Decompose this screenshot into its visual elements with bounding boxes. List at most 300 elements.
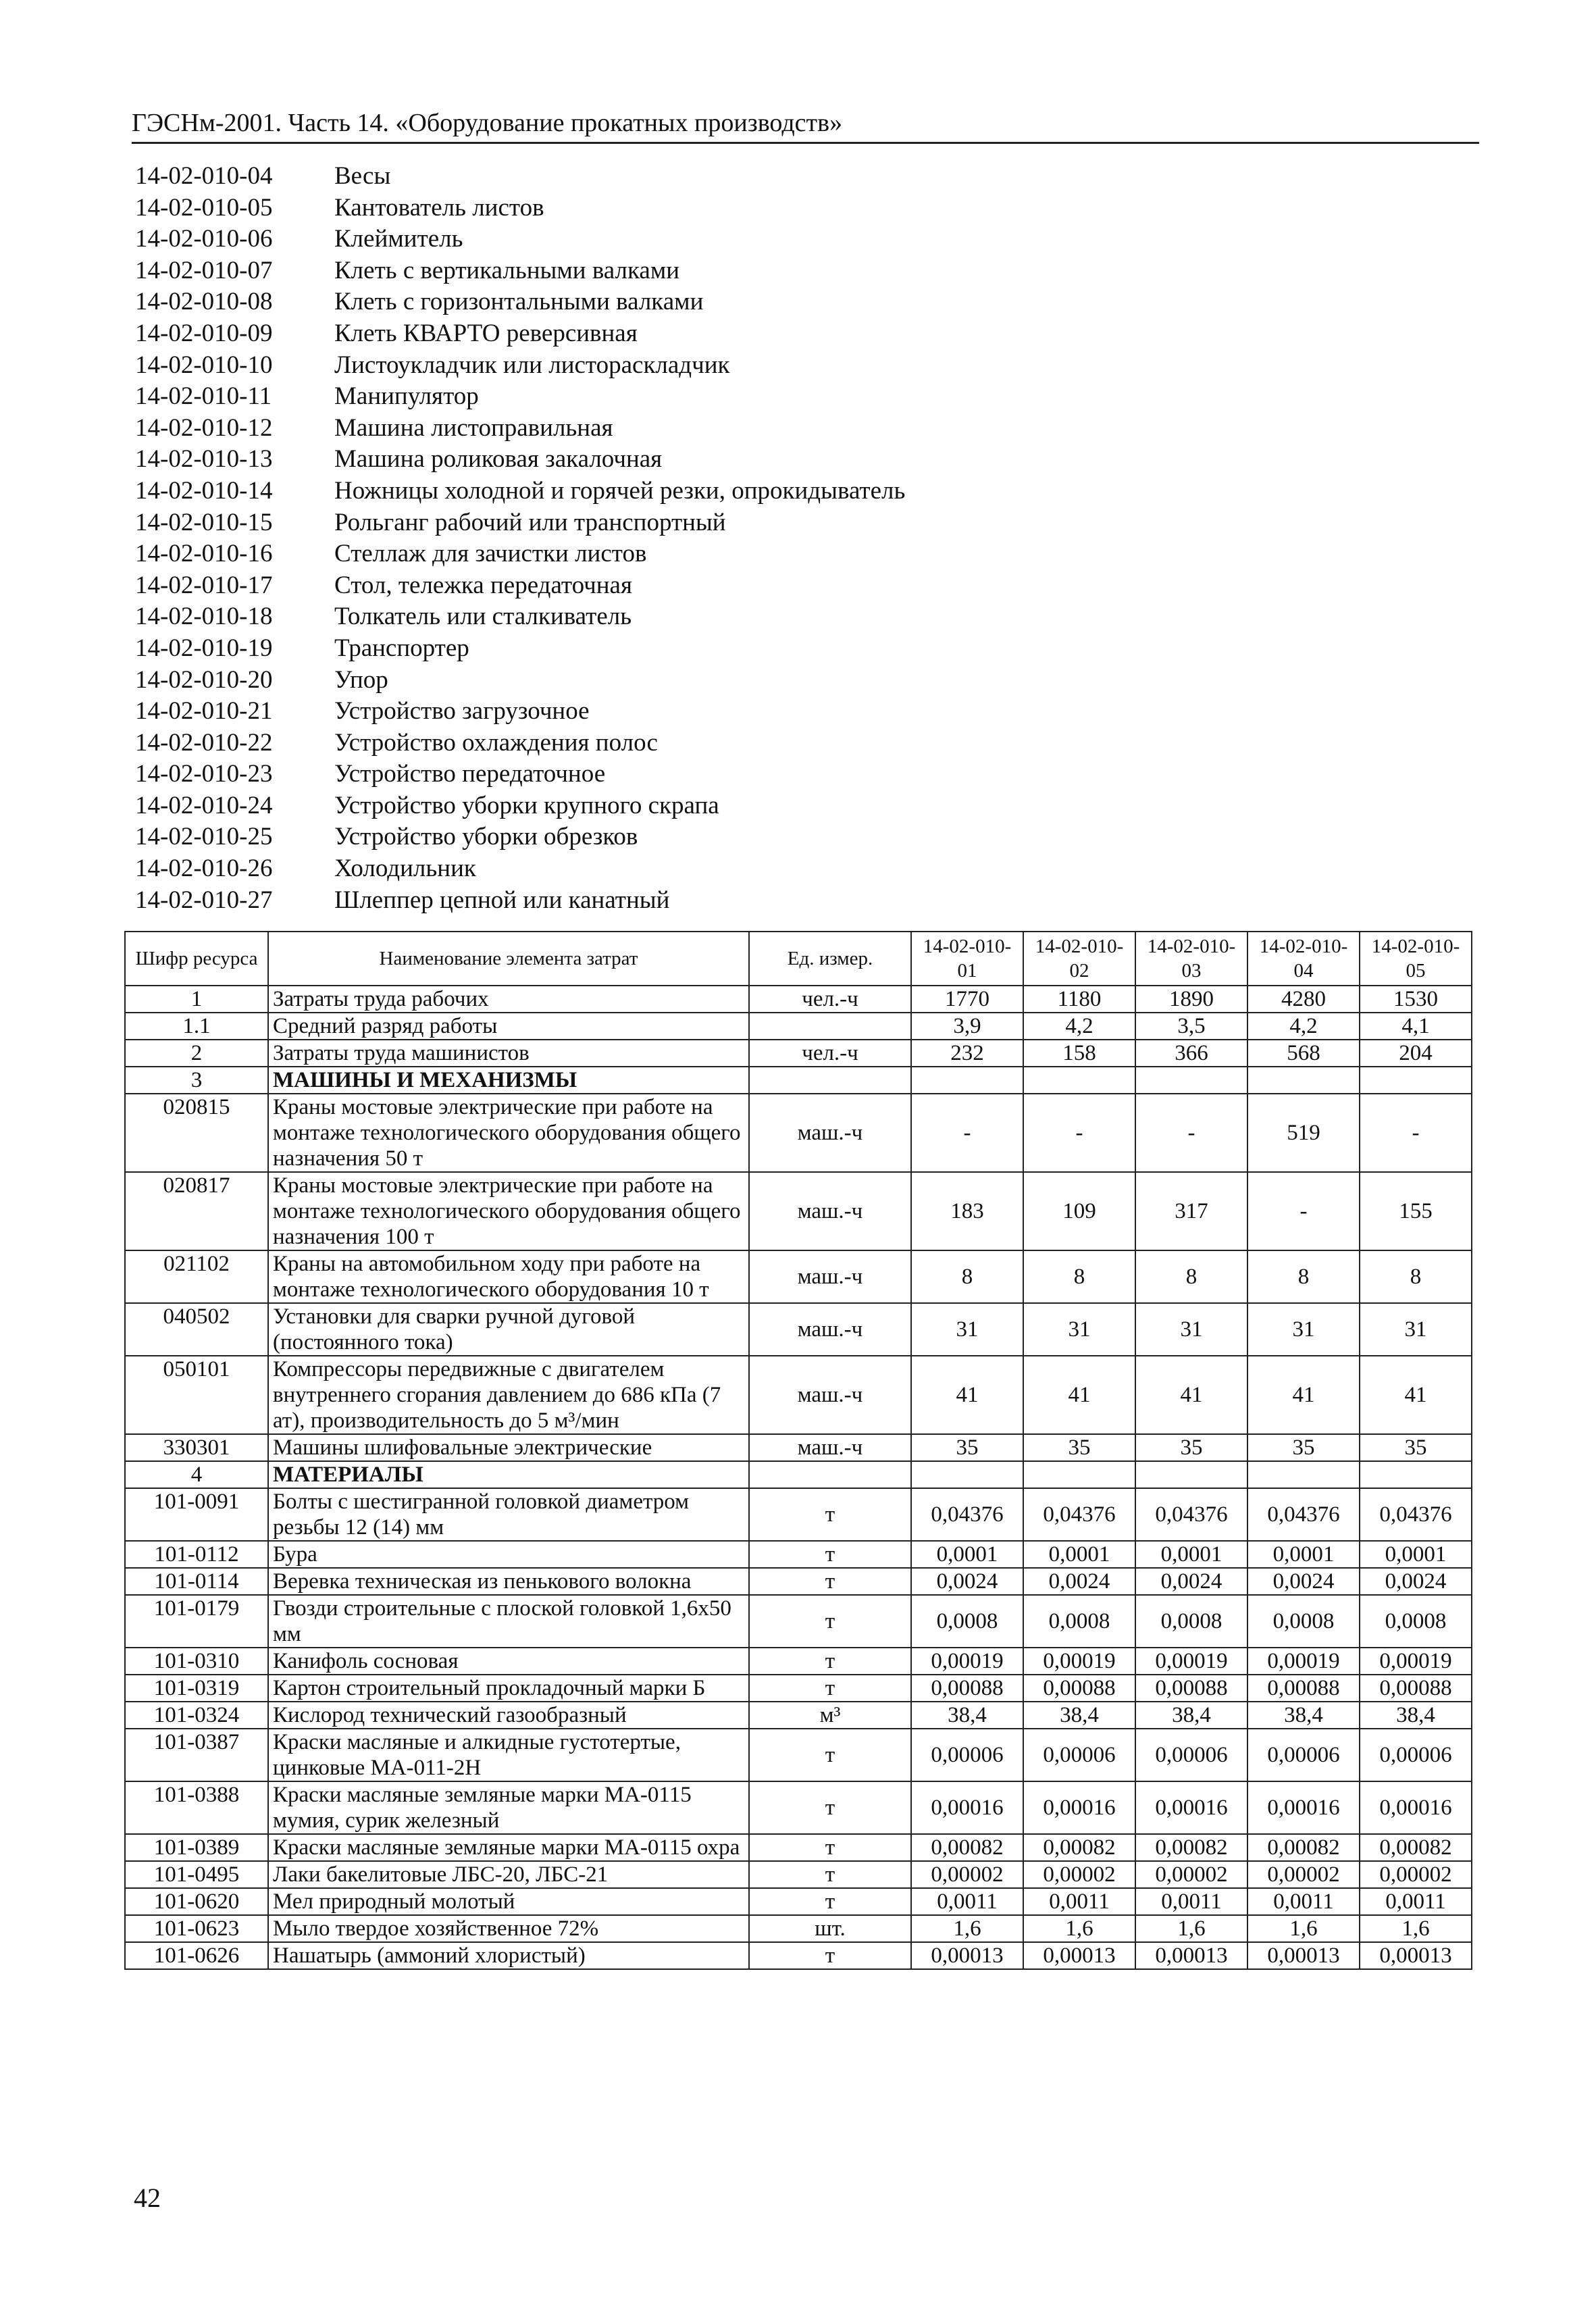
value-cell: 0,0008	[911, 1595, 1023, 1648]
value-cell: 0,04376	[1360, 1488, 1472, 1541]
item-code: 14-02-010-25	[135, 823, 273, 851]
resource-unit: т	[749, 1888, 911, 1915]
resource-name: Мыло твердое хозяйственное 72%	[268, 1915, 749, 1942]
resource-name: Лаки бакелитовые ЛБС-20, ЛБС-21	[268, 1861, 749, 1888]
table-row	[125, 1568, 1472, 1595]
value-cell: 1890	[1135, 986, 1247, 1013]
resource-unit: маш.-ч	[749, 1356, 911, 1434]
item-name: Клеть с горизонтальными валками	[334, 288, 704, 316]
value-cell: 0,0011	[1360, 1888, 1472, 1915]
value-cell: 8	[1023, 1250, 1135, 1303]
item-code: 14-02-010-05	[135, 193, 273, 222]
value-cell: 0,0001	[1360, 1541, 1472, 1568]
item-name: Клеть с вертикальными валками	[334, 256, 680, 284]
item-code: 14-02-010-19	[135, 634, 273, 662]
value-cell: 0,0011	[1135, 1888, 1247, 1915]
value-cell: 0,00002	[1247, 1861, 1360, 1888]
resource-unit: шт.	[749, 1915, 911, 1942]
header-title: ГЭСНм-2001. Часть 14. «Оборудование прокатных производств»	[132, 109, 843, 137]
code-list-item	[135, 665, 1351, 696]
value-cell: 0,0008	[1360, 1595, 1472, 1648]
value-cell: 155	[1360, 1172, 1472, 1250]
table-row	[125, 1488, 1472, 1541]
value-cell: 0,00082	[1247, 1834, 1360, 1861]
value-cell: 0,00088	[1247, 1675, 1360, 1702]
value-cell: 41	[1247, 1356, 1360, 1434]
resource-code: 020815	[125, 1094, 268, 1172]
value-cell: 31	[911, 1303, 1023, 1356]
resource-code: 330301	[125, 1434, 268, 1461]
value-cell	[1023, 1067, 1135, 1094]
value-cell: 3,9	[911, 1013, 1023, 1040]
code-list-item	[135, 413, 1351, 444]
item-name: Холодильник	[334, 855, 476, 883]
page-number: 42	[134, 2183, 161, 2213]
resource-unit: маш.-ч	[749, 1303, 911, 1356]
value-cell	[1360, 1067, 1472, 1094]
value-cell: 0,0011	[911, 1888, 1023, 1915]
item-code: 14-02-010-20	[135, 665, 273, 694]
value-cell	[1135, 1067, 1247, 1094]
value-cell: 41	[911, 1356, 1023, 1434]
value-cell: 0,0024	[1360, 1568, 1472, 1595]
value-cell: 0,00082	[911, 1834, 1023, 1861]
resource-name: МАШИНЫ И МЕХАНИЗМЫ	[268, 1067, 749, 1094]
value-cell: 35	[1360, 1434, 1472, 1461]
value-cell: 0,04376	[1023, 1488, 1135, 1541]
value-cell: 0,0001	[1023, 1541, 1135, 1568]
value-cell: 204	[1360, 1040, 1472, 1067]
header-col-3: 14-02-010-03	[1135, 932, 1247, 986]
resource-unit: чел.-ч	[749, 986, 911, 1013]
resource-unit: т	[749, 1729, 911, 1781]
value-cell: 38,4	[1023, 1702, 1135, 1729]
value-cell	[1247, 1067, 1360, 1094]
code-list-item	[135, 193, 1351, 224]
value-cell: 0,00002	[911, 1861, 1023, 1888]
table-row	[125, 1781, 1472, 1834]
table-row	[125, 1461, 1472, 1488]
resource-name: Картон строительный прокладочный марки Б	[268, 1675, 749, 1702]
value-cell: 0,00019	[1360, 1648, 1472, 1675]
value-cell: 0,00002	[1135, 1861, 1247, 1888]
resource-unit: т	[749, 1675, 911, 1702]
item-name: Устройство охлаждения полос	[334, 728, 658, 757]
value-cell: 0,00088	[1360, 1675, 1472, 1702]
code-list-item	[135, 570, 1351, 602]
item-name: Стеллаж для зачистки листов	[334, 540, 647, 568]
table-row	[125, 1888, 1472, 1915]
resource-unit: маш.-ч	[749, 1172, 911, 1250]
value-cell: 0,0001	[911, 1541, 1023, 1568]
value-cell: 1530	[1360, 986, 1472, 1013]
value-cell: 31	[1360, 1303, 1472, 1356]
value-cell: 519	[1247, 1094, 1360, 1172]
value-cell: 0,00002	[1360, 1861, 1472, 1888]
value-cell: 41	[1135, 1356, 1247, 1434]
header-col-4: 14-02-010-04	[1247, 932, 1360, 986]
resource-unit: т	[749, 1568, 911, 1595]
item-code: 14-02-010-08	[135, 288, 273, 316]
resource-name: Болты с шестигранной головкой диаметром резьбы 12 (14) мм	[268, 1488, 749, 1541]
resource-table	[124, 931, 1472, 1970]
resource-unit	[749, 1461, 911, 1488]
resource-unit: т	[749, 1861, 911, 1888]
resource-code: 3	[125, 1067, 268, 1094]
value-cell: 0,0024	[911, 1568, 1023, 1595]
resource-unit: т	[749, 1595, 911, 1648]
value-cell: 1180	[1023, 986, 1135, 1013]
table-row	[125, 986, 1472, 1013]
resource-code: 2	[125, 1040, 268, 1067]
resource-code: 101-0179	[125, 1595, 268, 1648]
value-cell: 38,4	[1360, 1702, 1472, 1729]
resource-code: 1.1	[125, 1013, 268, 1040]
code-list-item	[135, 255, 1351, 287]
value-cell: 0,00013	[1247, 1942, 1360, 1969]
resource-name: Краны на автомобильном ходу при работе на монтаже технологического оборудования 10 т	[268, 1250, 749, 1303]
value-cell: 1,6	[1023, 1915, 1135, 1942]
value-cell: 0,00013	[1023, 1942, 1135, 1969]
resource-unit: маш.-ч	[749, 1250, 911, 1303]
item-name: Ножницы холодной и горячей резки, опрокидыватель	[334, 476, 906, 505]
item-name: Листоукладчик или листораскладчик	[334, 351, 730, 379]
resource-name: Канифоль сосновая	[268, 1648, 749, 1675]
item-name: Машина роликовая закалочная	[334, 445, 663, 474]
resource-name: Краски масляные и алкидные густотертые, цинковые МА-011-2Н	[268, 1729, 749, 1781]
value-cell: 366	[1135, 1040, 1247, 1067]
value-cell: 0,00013	[1135, 1942, 1247, 1969]
value-cell: 1,6	[1135, 1915, 1247, 1942]
code-list-item	[135, 790, 1351, 822]
item-name: Машина листоправильная	[334, 413, 613, 442]
item-name: Стол, тележка передаточная	[334, 571, 633, 599]
resource-code: 101-0310	[125, 1648, 268, 1675]
table-row	[125, 1434, 1472, 1461]
value-cell	[1023, 1461, 1135, 1488]
value-cell: 3,5	[1135, 1013, 1247, 1040]
value-cell: 41	[1023, 1356, 1135, 1434]
resource-code: 040502	[125, 1303, 268, 1356]
value-cell: 0,0024	[1023, 1568, 1135, 1595]
value-cell: 0,0011	[1023, 1888, 1135, 1915]
value-cell: 0,00019	[1023, 1648, 1135, 1675]
code-list-item	[135, 381, 1351, 413]
value-cell: 38,4	[1135, 1702, 1247, 1729]
value-cell: 0,00016	[1360, 1781, 1472, 1834]
resource-unit: т	[749, 1488, 911, 1541]
item-code: 14-02-010-10	[135, 351, 273, 379]
value-cell: -	[911, 1094, 1023, 1172]
resource-code: 101-0387	[125, 1729, 268, 1781]
item-code: 14-02-010-13	[135, 445, 273, 474]
item-name: Устройство уборки обрезков	[334, 823, 638, 851]
resource-code: 101-0112	[125, 1541, 268, 1568]
code-list-item	[135, 885, 1351, 917]
resource-name: Веревка техническая из пенькового волокна	[268, 1568, 749, 1595]
table-row	[125, 1356, 1472, 1434]
code-list-item	[135, 476, 1351, 507]
value-cell: 0,00002	[1023, 1861, 1135, 1888]
resource-name: Затраты труда рабочих	[268, 986, 749, 1013]
value-cell: -	[1360, 1094, 1472, 1172]
resource-unit	[749, 1067, 911, 1094]
table-row	[125, 1094, 1472, 1172]
value-cell	[1360, 1461, 1472, 1488]
resource-name: Бура	[268, 1541, 749, 1568]
resource-code: 101-0495	[125, 1861, 268, 1888]
header-col-1: 14-02-010-01	[911, 932, 1023, 986]
value-cell: 8	[1135, 1250, 1247, 1303]
value-cell: 1770	[911, 986, 1023, 1013]
value-cell: 0,00088	[911, 1675, 1023, 1702]
value-cell: 0,00019	[911, 1648, 1023, 1675]
value-cell: 0,0024	[1135, 1568, 1247, 1595]
value-cell: 0,00006	[1360, 1729, 1472, 1781]
value-cell: 35	[1247, 1434, 1360, 1461]
value-cell: 0,00013	[911, 1942, 1023, 1969]
resource-unit: т	[749, 1541, 911, 1568]
value-cell: 4,2	[1023, 1013, 1135, 1040]
value-cell: 0,00013	[1360, 1942, 1472, 1969]
code-list-item	[135, 853, 1351, 885]
table-row	[125, 1675, 1472, 1702]
value-cell: 0,00082	[1023, 1834, 1135, 1861]
resource-unit: м³	[749, 1702, 911, 1729]
value-cell: 109	[1023, 1172, 1135, 1250]
item-code: 14-02-010-15	[135, 508, 273, 536]
value-cell: 35	[1023, 1434, 1135, 1461]
resource-code: 101-0324	[125, 1702, 268, 1729]
resource-code: 101-0319	[125, 1675, 268, 1702]
code-list-item	[135, 633, 1351, 665]
value-cell: 0,00006	[1023, 1729, 1135, 1781]
resource-name: Гвозди строительные с плоской головкой 1,6х50 мм	[268, 1595, 749, 1648]
table-row	[125, 1067, 1472, 1094]
item-name: Устройство загрузочное	[334, 697, 590, 726]
header-col-5: 14-02-010-05	[1360, 932, 1472, 986]
value-cell: 0,04376	[911, 1488, 1023, 1541]
item-name: Рольганг рабочий или транспортный	[334, 508, 726, 536]
code-list-item	[135, 444, 1351, 476]
resource-name: Нашатырь (аммоний хлористый)	[268, 1942, 749, 1969]
code-list-item	[135, 601, 1351, 633]
code-list-item	[135, 161, 1351, 193]
value-cell: -	[1247, 1172, 1360, 1250]
code-list-item	[135, 318, 1351, 350]
page-header	[132, 107, 1479, 144]
value-cell: 41	[1360, 1356, 1472, 1434]
value-cell	[1247, 1461, 1360, 1488]
resource-name: Краны мостовые электрические при работе на монтаже технологического оборудования общего назначения 100 т	[268, 1172, 749, 1250]
value-cell: 38,4	[1247, 1702, 1360, 1729]
value-cell: 232	[911, 1040, 1023, 1067]
resource-unit: т	[749, 1942, 911, 1969]
code-list-item	[135, 224, 1351, 255]
value-cell: 0,04376	[1135, 1488, 1247, 1541]
resource-code: 101-0389	[125, 1834, 268, 1861]
value-cell: 0,0008	[1247, 1595, 1360, 1648]
item-code: 14-02-010-22	[135, 728, 273, 757]
code-list-item	[135, 350, 1351, 382]
value-cell: 183	[911, 1172, 1023, 1250]
table-row	[125, 1915, 1472, 1942]
item-name: Транспортер	[334, 634, 469, 662]
value-cell: 4,1	[1360, 1013, 1472, 1040]
item-code: 14-02-010-26	[135, 855, 273, 883]
header-col-2: 14-02-010-02	[1023, 932, 1135, 986]
item-name: Устройство уборки крупного скрапа	[334, 791, 719, 819]
value-cell: 1,6	[1247, 1915, 1360, 1942]
item-code: 14-02-010-17	[135, 571, 273, 599]
table-row	[125, 1040, 1472, 1067]
item-code: 14-02-010-09	[135, 319, 273, 347]
value-cell: 31	[1247, 1303, 1360, 1356]
code-list-item	[135, 538, 1351, 570]
value-cell: 31	[1023, 1303, 1135, 1356]
value-cell: 0,00019	[1135, 1648, 1247, 1675]
value-cell: 0,00006	[911, 1729, 1023, 1781]
table-row	[125, 1702, 1472, 1729]
value-cell: 0,0008	[1135, 1595, 1247, 1648]
resource-name: Краски масляные земляные марки МА-0115 охра	[268, 1834, 749, 1861]
resource-code: 101-0091	[125, 1488, 268, 1541]
resource-name: Затраты труда машинистов	[268, 1040, 749, 1067]
table-row	[125, 1729, 1472, 1781]
item-code: 14-02-010-16	[135, 540, 273, 568]
value-cell: 0,0001	[1247, 1541, 1360, 1568]
item-code: 14-02-010-14	[135, 476, 273, 505]
resource-unit: маш.-ч	[749, 1094, 911, 1172]
code-list-item	[135, 286, 1351, 318]
value-cell	[911, 1461, 1023, 1488]
value-cell: 568	[1247, 1040, 1360, 1067]
value-cell: 35	[911, 1434, 1023, 1461]
item-name: Толкатель или сталкиватель	[334, 603, 632, 631]
resource-unit: т	[749, 1781, 911, 1834]
resource-name: Машины шлифовальные электрические	[268, 1434, 749, 1461]
table-row	[125, 1942, 1472, 1969]
value-cell: 0,00088	[1135, 1675, 1247, 1702]
resource-unit	[749, 1013, 911, 1040]
item-code: 14-02-010-07	[135, 256, 273, 284]
value-cell: 0,00088	[1023, 1675, 1135, 1702]
code-list	[135, 161, 1351, 916]
item-code: 14-02-010-23	[135, 760, 273, 788]
value-cell: 0,0011	[1247, 1888, 1360, 1915]
value-cell: -	[1135, 1094, 1247, 1172]
value-cell: 158	[1023, 1040, 1135, 1067]
resource-code: 021102	[125, 1250, 268, 1303]
resource-name: Краски масляные земляные марки МА-0115 мумия, сурик железный	[268, 1781, 749, 1834]
item-code: 14-02-010-04	[135, 162, 273, 190]
value-cell: 0,00082	[1135, 1834, 1247, 1861]
value-cell: 31	[1135, 1303, 1247, 1356]
code-list-item	[135, 728, 1351, 759]
resource-code: 050101	[125, 1356, 268, 1434]
table-row	[125, 1541, 1472, 1568]
resource-unit: маш.-ч	[749, 1434, 911, 1461]
resource-code: 101-0388	[125, 1781, 268, 1834]
item-code: 14-02-010-11	[135, 382, 272, 411]
item-code: 14-02-010-24	[135, 791, 273, 819]
table-header-row	[125, 932, 1472, 986]
value-cell: 4280	[1247, 986, 1360, 1013]
item-code: 14-02-010-21	[135, 697, 273, 726]
item-code: 14-02-010-06	[135, 225, 273, 253]
value-cell: 0,0008	[1023, 1595, 1135, 1648]
value-cell: 0,00016	[911, 1781, 1023, 1834]
value-cell: 1,6	[1360, 1915, 1472, 1942]
item-name: Клеть КВАРТО реверсивная	[334, 319, 638, 347]
value-cell: 0,0001	[1135, 1541, 1247, 1568]
item-name: Кантователь листов	[334, 193, 544, 222]
item-name: Клеймитель	[334, 225, 463, 253]
value-cell: 35	[1135, 1434, 1247, 1461]
value-cell: 8	[911, 1250, 1023, 1303]
item-name: Шлеппер цепной или канатный	[334, 886, 670, 914]
resource-code: 101-0626	[125, 1942, 268, 1969]
table-row	[125, 1172, 1472, 1250]
value-cell: -	[1023, 1094, 1135, 1172]
value-cell: 0,00006	[1247, 1729, 1360, 1781]
value-cell: 38,4	[911, 1702, 1023, 1729]
resource-code: 101-0620	[125, 1888, 268, 1915]
item-name: Устройство передаточное	[334, 760, 606, 788]
table-row	[125, 1303, 1472, 1356]
item-code: 14-02-010-12	[135, 413, 273, 442]
value-cell	[911, 1067, 1023, 1094]
resource-code: 1	[125, 986, 268, 1013]
value-cell: 0,00016	[1247, 1781, 1360, 1834]
table-row	[125, 1595, 1472, 1648]
table-row	[125, 1250, 1472, 1303]
value-cell: 0,04376	[1247, 1488, 1360, 1541]
value-cell	[1135, 1461, 1247, 1488]
table-row	[125, 1834, 1472, 1861]
value-cell: 1,6	[911, 1915, 1023, 1942]
value-cell: 4,2	[1247, 1013, 1360, 1040]
resource-name: Компрессоры передвижные с двигателем внутреннего сгорания давлением до 686 кПа (7 ат), производительность до 5 м³/мин	[268, 1356, 749, 1434]
value-cell: 0,00082	[1360, 1834, 1472, 1861]
code-list-item	[135, 507, 1351, 539]
resource-name: Мел природный молотый	[268, 1888, 749, 1915]
resource-code: 020817	[125, 1172, 268, 1250]
table-row	[125, 1861, 1472, 1888]
code-list-item	[135, 759, 1351, 790]
value-cell: 317	[1135, 1172, 1247, 1250]
resource-code: 101-0114	[125, 1568, 268, 1595]
header-name: Наименование элемента затрат	[268, 932, 749, 986]
value-cell: 0,00016	[1023, 1781, 1135, 1834]
item-name: Весы	[334, 162, 391, 190]
code-list-item	[135, 821, 1351, 853]
header-code: Шифр ресурса	[125, 932, 268, 986]
item-name: Упор	[334, 665, 388, 694]
resource-name: Краны мостовые электрические при работе на монтаже технологического оборудования общего назначения 50 т	[268, 1094, 749, 1172]
header-unit: Ед. измер.	[749, 932, 911, 986]
resource-unit: чел.-ч	[749, 1040, 911, 1067]
resource-name: Кислород технический газообразный	[268, 1702, 749, 1729]
value-cell: 0,00016	[1135, 1781, 1247, 1834]
table-row	[125, 1013, 1472, 1040]
table-row	[125, 1648, 1472, 1675]
resource-code: 101-0623	[125, 1915, 268, 1942]
value-cell: 0,00019	[1247, 1648, 1360, 1675]
resource-code: 4	[125, 1461, 268, 1488]
resource-unit: т	[749, 1834, 911, 1861]
value-cell: 0,00006	[1135, 1729, 1247, 1781]
